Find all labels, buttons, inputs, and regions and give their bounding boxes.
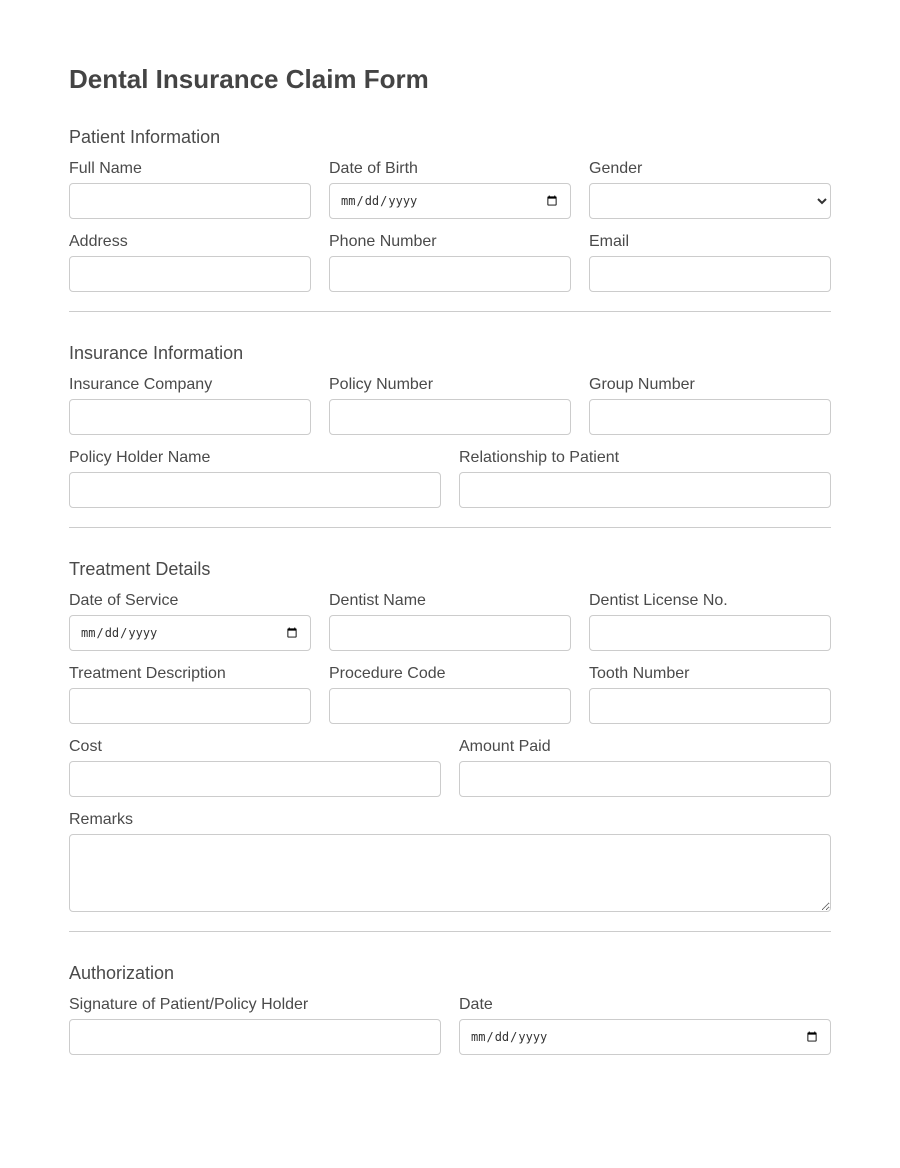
- divider: [69, 931, 831, 932]
- policy-holder-input[interactable]: [69, 472, 441, 508]
- address-label: Address: [69, 233, 128, 250]
- procedure-code-label: Procedure Code: [329, 665, 446, 682]
- gender-select[interactable]: [589, 183, 831, 219]
- license-label: Dentist License No.: [589, 592, 728, 609]
- phone-input[interactable]: [329, 256, 571, 292]
- policy-number-label: Policy Number: [329, 376, 434, 393]
- full-name-label: Full Name: [69, 160, 142, 177]
- section-heading: Authorization: [69, 963, 175, 983]
- service-date-input[interactable]: [69, 615, 311, 651]
- patient-section: [69, 126, 831, 292]
- auth-date-input[interactable]: [459, 1019, 831, 1055]
- amount-paid-label: Amount Paid: [459, 738, 551, 755]
- section-heading: Insurance Information: [69, 343, 244, 363]
- procedure-code-input[interactable]: [329, 688, 571, 724]
- policy-number-input[interactable]: [329, 399, 571, 435]
- insurance-company-input[interactable]: [69, 399, 311, 435]
- service-date-label: Date of Service: [69, 592, 179, 609]
- address-input[interactable]: [69, 256, 311, 292]
- dob-label: Date of Birth: [329, 160, 418, 177]
- description-label: Treatment Description: [69, 665, 226, 682]
- group-number-input[interactable]: [589, 399, 831, 435]
- phone-label: Phone Number: [329, 233, 437, 250]
- tooth-number-label: Tooth Number: [589, 665, 690, 682]
- email-label: Email: [589, 233, 630, 250]
- cost-label: Cost: [69, 738, 102, 755]
- divider: [69, 311, 831, 312]
- remarks-textarea[interactable]: [69, 834, 831, 912]
- relationship-input[interactable]: [459, 472, 831, 508]
- auth-date-label: Date: [459, 996, 493, 1013]
- treatment-section: [69, 558, 831, 912]
- policy-holder-label: Policy Holder Name: [69, 449, 211, 466]
- description-input[interactable]: [69, 688, 311, 724]
- relationship-label: Relationship to Patient: [459, 449, 620, 466]
- dob-input[interactable]: [329, 183, 571, 219]
- insurance-company-label: Insurance Company: [69, 376, 213, 393]
- divider: [69, 527, 831, 528]
- section-heading: Treatment Details: [69, 559, 211, 579]
- amount-paid-input[interactable]: [459, 761, 831, 797]
- signature-input[interactable]: [69, 1019, 441, 1055]
- insurance-section: [69, 342, 831, 508]
- page-title: Dental Insurance Claim Form: [69, 64, 429, 94]
- full-name-input[interactable]: [69, 183, 311, 219]
- dentist-name-input[interactable]: [329, 615, 571, 651]
- dentist-name-label: Dentist Name: [329, 592, 426, 609]
- email-input[interactable]: [589, 256, 831, 292]
- section-heading: Patient Information: [69, 127, 221, 147]
- signature-label: Signature of Patient/Policy Holder: [69, 996, 309, 1013]
- remarks-label: Remarks: [69, 811, 134, 828]
- group-number-label: Group Number: [589, 376, 695, 393]
- tooth-number-input[interactable]: [589, 688, 831, 724]
- authorization-section: [69, 962, 831, 1055]
- license-input[interactable]: [589, 615, 831, 651]
- gender-label: Gender: [589, 160, 643, 177]
- cost-input[interactable]: [69, 761, 441, 797]
